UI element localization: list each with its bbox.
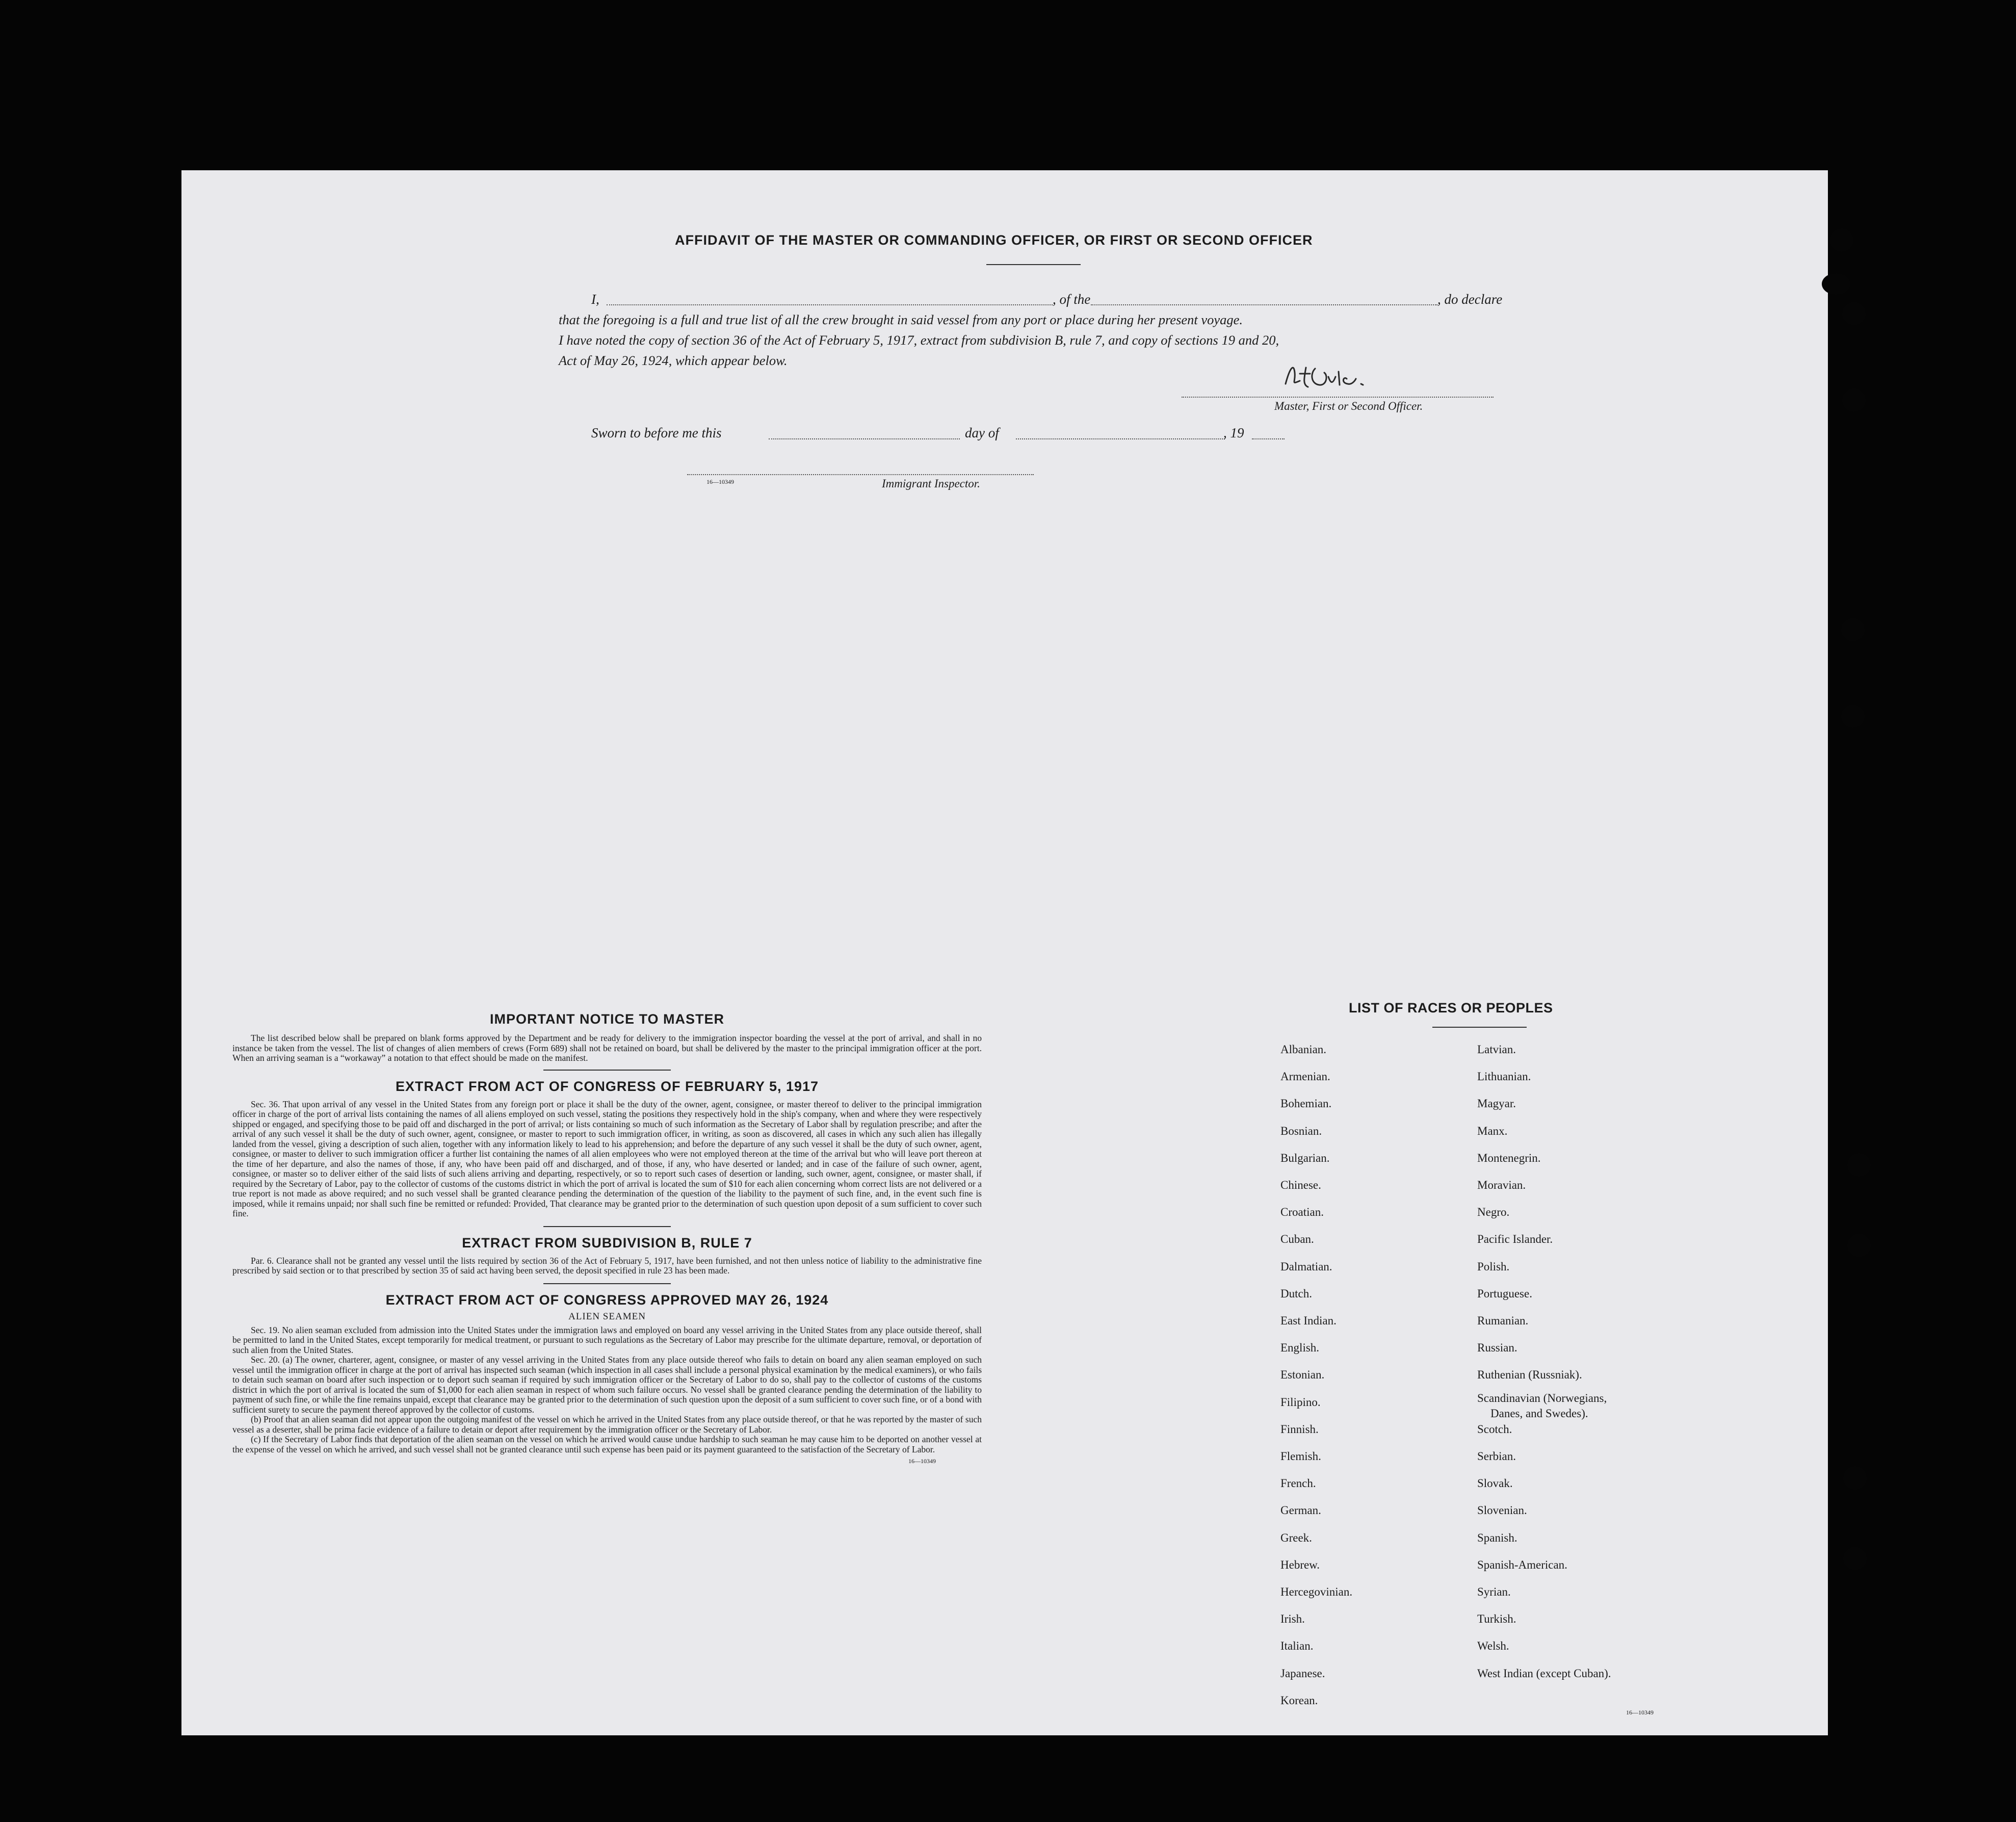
affidavit-heading: AFFIDAVIT OF THE MASTER OR COMMANDING OFFICER, OR FIRST OR SECOND OFFICER xyxy=(675,232,1313,248)
signature-line xyxy=(1182,397,1494,398)
race-item: Scotch. xyxy=(1477,1422,1512,1436)
race-item: Welsh. xyxy=(1477,1639,1509,1653)
name-blank-field[interactable] xyxy=(607,304,1053,305)
rule7-text xyxy=(232,1256,982,1276)
race-item: Ruthenian (Russniak). xyxy=(1477,1368,1582,1382)
race-item: Chinese. xyxy=(1280,1179,1321,1191)
races-heading: LIST OF RACES OR PEOPLES xyxy=(1349,1000,1553,1016)
race-item: Croatian. xyxy=(1280,1206,1324,1219)
race-item: Moravian. xyxy=(1477,1179,1526,1191)
race-item: Bulgarian. xyxy=(1280,1151,1330,1164)
alien-seamen-subheading: ALIEN SEAMEN xyxy=(568,1311,646,1322)
punch-hole xyxy=(1830,228,1853,252)
race-item: Turkish. xyxy=(1477,1612,1516,1626)
notice-text xyxy=(232,1033,982,1063)
punch-hole xyxy=(1847,1153,1871,1177)
sec20a-paragraph: Sec. 20. (a) The owner, charterer, agent, consignee, or master of any vessel arriving in the United States from any place outside thereof who fails to detain on board any alien seaman employed on such vessel until the immigration officer in charge at the port of arrival has inspected such seaman (which inspection in all cases shall include a personal physical examination by the medical examiners), or who fails to detain such seaman on board after such inspection or to deport such seaman if required by such immigration officer or the Secretary of Labor to do so, shall pay to the collector of customs of the customs district in which the port of arrival is located the sum of $1,000 for each alien seaman in respect of whom such failure occurs. No vessel shall be granted clearance pending the determination of the liability to payment of such fine, or while the fine remains unpaid, except that clearance may be granted prior to the determination of such question upon the deposit of a sum sufficient to cover such fine, or of a bond with sufficient surety to secure the payment thereof approved by the collector of customs. xyxy=(232,1355,982,1415)
race-item: Dalmatian. xyxy=(1280,1260,1332,1273)
act1917-heading: EXTRACT FROM ACT OF CONGRESS OF FEBRUARY 5, 1917 xyxy=(395,1078,819,1094)
race-item: German. xyxy=(1280,1504,1321,1517)
race-item: Filipino. xyxy=(1280,1395,1321,1409)
act1924-text xyxy=(232,1325,982,1455)
race-item: Italian. xyxy=(1280,1639,1314,1653)
race-item: Hebrew. xyxy=(1280,1558,1320,1571)
punch-hole xyxy=(1847,1234,1871,1257)
race-item: Greek. xyxy=(1280,1531,1312,1544)
race-item: Dutch. xyxy=(1280,1287,1312,1300)
race-item: Spanish-American. xyxy=(1477,1558,1567,1571)
form-number: 16—10349 xyxy=(1626,1709,1654,1716)
sec20c-paragraph: (c) If the Secretary of Labor finds that deportation of the alien seaman on the vessel on which he arrived would cause undue hardship to such seaman he may cause him to be deported on another vessel at the expense of the vessel on which he arrived, and such vessel shall not be granted clearance until such expense has been paid or its payment guaranteed to the satisfaction of the Secretary of Labor. xyxy=(232,1434,982,1454)
punch-hole xyxy=(1822,273,1850,295)
sworn-year-field[interactable] xyxy=(1252,438,1285,439)
race-item: Slovak. xyxy=(1477,1477,1513,1490)
race-item: Lithuanian. xyxy=(1477,1070,1531,1083)
act1917-text xyxy=(232,1100,982,1219)
race-item: Japanese. xyxy=(1280,1667,1325,1680)
race-item: Flemish. xyxy=(1280,1450,1321,1463)
sworn-month-field[interactable] xyxy=(1016,438,1225,439)
rule7-heading: EXTRACT FROM SUBDIVISION B, RULE 7 xyxy=(462,1235,752,1251)
race-item: Magyar. xyxy=(1477,1097,1516,1110)
race-item: English. xyxy=(1280,1341,1320,1355)
race-item: West Indian (except Cuban). xyxy=(1477,1667,1611,1680)
race-item: Bohemian. xyxy=(1280,1097,1332,1110)
sworn-day-of: day of xyxy=(965,425,999,440)
divider xyxy=(1432,1027,1527,1028)
race-item: French. xyxy=(1280,1477,1316,1490)
punch-hole xyxy=(1842,388,1866,412)
left-column xyxy=(232,1011,982,1465)
notice-heading: IMPORTANT NOTICE TO MASTER xyxy=(490,1011,724,1027)
affidavit-do-declare: , do declare xyxy=(1437,292,1503,307)
affidavit-line-3: I have noted the copy of section 36 of the Act of February 5, 1917, extract from subdivision B, rule 7, and copy of sections 19 and 20, xyxy=(559,332,1279,348)
race-item: Montenegrin. xyxy=(1477,1151,1541,1164)
punch-hole xyxy=(1841,618,1865,641)
race-item: Serbian. xyxy=(1477,1450,1516,1463)
race-item: Bosnian. xyxy=(1280,1124,1322,1137)
race-item: Armenian. xyxy=(1280,1070,1330,1083)
notice-paragraph: The list described below shall be prepared on blank forms approved by the Department and be ready for delivery to the immigration inspector boarding the vessel at the port of arrival, and shall in no instance be taken from the vessel. The list of changes of alien members of crews (Form 689) shall not be retained on board, but shall be delivered by the master to the principal immigration officer at the port. When an arriving seaman is a “workaway” a notation to that effect should be made on the manifest. xyxy=(232,1033,982,1063)
race-item: Negro. xyxy=(1477,1206,1510,1219)
divider xyxy=(543,1070,671,1071)
signature-caption: Master, First or Second Officer. xyxy=(1274,400,1423,412)
affidavit-line-4: Act of May 26, 1924, which appear below. xyxy=(559,353,788,368)
race-item: Irish. xyxy=(1280,1612,1305,1626)
divider xyxy=(543,1283,671,1284)
race-item: Pacific Islander. xyxy=(1477,1233,1553,1246)
race-item: Rumanian. xyxy=(1477,1314,1529,1327)
affidavit-declaration-start: I, xyxy=(591,292,599,307)
inspector-caption: Immigrant Inspector. xyxy=(882,477,980,490)
sec19-paragraph: Sec. 19. No alien seaman excluded from admission into the United States under the immigration laws and employed on board any vessel arriving in the United States from any place outside thereof, shall be permitted to land in the United States, except temporarily for medical treatment, or pursuant to such regulations as the Secretary of Labor may prescribe for the ultimate departure, removal, or deportation of such alien from the United States. xyxy=(232,1324,982,1355)
form-number: 16—10349 xyxy=(908,1457,936,1465)
sworn-day-field[interactable] xyxy=(769,438,960,439)
race-item: Manx. xyxy=(1477,1124,1508,1137)
affidavit-line-2: that the foregoing is a full and true list of all the crew brought in said vessel from any port or place during her present voyage. xyxy=(559,312,1243,327)
race-item: Hercegovinian. xyxy=(1280,1585,1353,1598)
divider xyxy=(543,1226,671,1227)
vessel-blank-field[interactable] xyxy=(1091,304,1437,305)
race-item: Scandinavian (Norwegians, xyxy=(1477,1391,1607,1404)
race-item: Polish. xyxy=(1477,1260,1510,1273)
race-item: Russian. xyxy=(1477,1341,1517,1355)
sworn-year: , 19 xyxy=(1223,425,1244,440)
race-item: Danes, and Swedes). xyxy=(1490,1407,1588,1420)
punch-hole xyxy=(1841,705,1865,728)
race-item: Slovenian. xyxy=(1477,1504,1527,1517)
race-item: Syrian. xyxy=(1477,1585,1511,1598)
par6-paragraph: Par. 6. Clearance shall not be granted any vessel until the lists required by section 36 of the Act of February 5, 1917, have been furnished, and not then unless notice of liability to the administrative fine prescribed by said section or to that prescribed by section 35 of said act having been served, the deposit specified in rule 23 has been made. xyxy=(232,1255,982,1276)
race-item: Portuguese. xyxy=(1477,1287,1532,1300)
punch-hole xyxy=(1843,1466,1867,1490)
inspector-signature-line xyxy=(687,474,1034,475)
race-item: Cuban. xyxy=(1280,1233,1314,1246)
punch-hole xyxy=(1842,302,1866,325)
form-number: 16—10349 xyxy=(706,478,734,485)
signature xyxy=(1279,358,1381,394)
race-item: Albanian. xyxy=(1280,1043,1327,1056)
race-item: Latvian. xyxy=(1477,1043,1516,1056)
document-sheet xyxy=(181,170,1828,1735)
race-item: East Indian. xyxy=(1280,1314,1337,1327)
act1924-heading: EXTRACT FROM ACT OF CONGRESS APPROVED MAY 26, 1924 xyxy=(385,1292,829,1308)
punch-hole xyxy=(1843,1547,1867,1570)
race-item: Spanish. xyxy=(1477,1531,1517,1544)
divider xyxy=(986,264,1081,265)
race-item: Estonian. xyxy=(1280,1368,1325,1382)
race-item: Finnish. xyxy=(1280,1422,1319,1436)
race-item: Korean. xyxy=(1280,1694,1318,1707)
affidavit-of-the: , of the xyxy=(1053,292,1091,307)
sec36-paragraph: Sec. 36. That upon arrival of any vessel in the United States from any foreign port or place it shall be the duty of the owner, agent, consignee, or master thereof to deliver to the principal immigration officer in charge of the port of arrival lists containing the names of all aliens employed on such vessel, stating the positions they respectively hold in the ship's company, when and where they were respectively shipped or engaged, and specifying those to be paid off and discharged in the port of arrival; or lists containing so much of such information as the Secretary of Labor shall by regulation prescribe; and after the arrival of any such vessel it shall be the duty of such owner, agent, consignee, or master to report to such immigration officer, in writing, as soon as discovered, all cases in which any such alien has illegally landed from the vessel, giving a description of such alien, together with any information likely to lead to his apprehension; and before the departure of any such vessel it shall be the duty of such owner, agent, consignee, or master to deliver to such immigration officer a further list containing the names of all alien employees who were not employed thereon at the time of the arrival but who will leave port thereon at the time of her departure, and also the names of those, if any, who have been paid off and discharged, and of those, if any, who have deserted or landed; and in case of the failure of such owner, agent, consignee, or master so to deliver either of the said lists of such aliens arriving and departing, respectively, or so to report such cases of desertion or landing, such owner, agent, consignee, or master shall, if required by the Secretary of Labor, pay to the collector of customs of the customs district in which the port of arrival is located the sum of $10 for each alien concerning whom correct lists are not delivered or a true report is not made as above required; and no such vessel shall be granted clearance pending the determination of the question of the liability to the payment of such fine, and, in the event such fine is imposed, while it remains unpaid; nor shall such fine be remitted or refunded: Provided, That clearance may be granted prior to the determination of such question upon deposit of a sum sufficient to cover such fine. xyxy=(232,1099,982,1218)
sworn-text: Sworn to before me this xyxy=(591,425,722,440)
sec20b-paragraph: (b) Proof that an alien seaman did not appear upon the outgoing manifest of the vessel on which he arrived in the United States from any place outside thereof, or that he was reported by the master of such vessel as a deserter, shall be prima facie evidence of a failure to detain or deport after requirement by the immigration officer or the Secretary of Labor. xyxy=(232,1414,982,1435)
